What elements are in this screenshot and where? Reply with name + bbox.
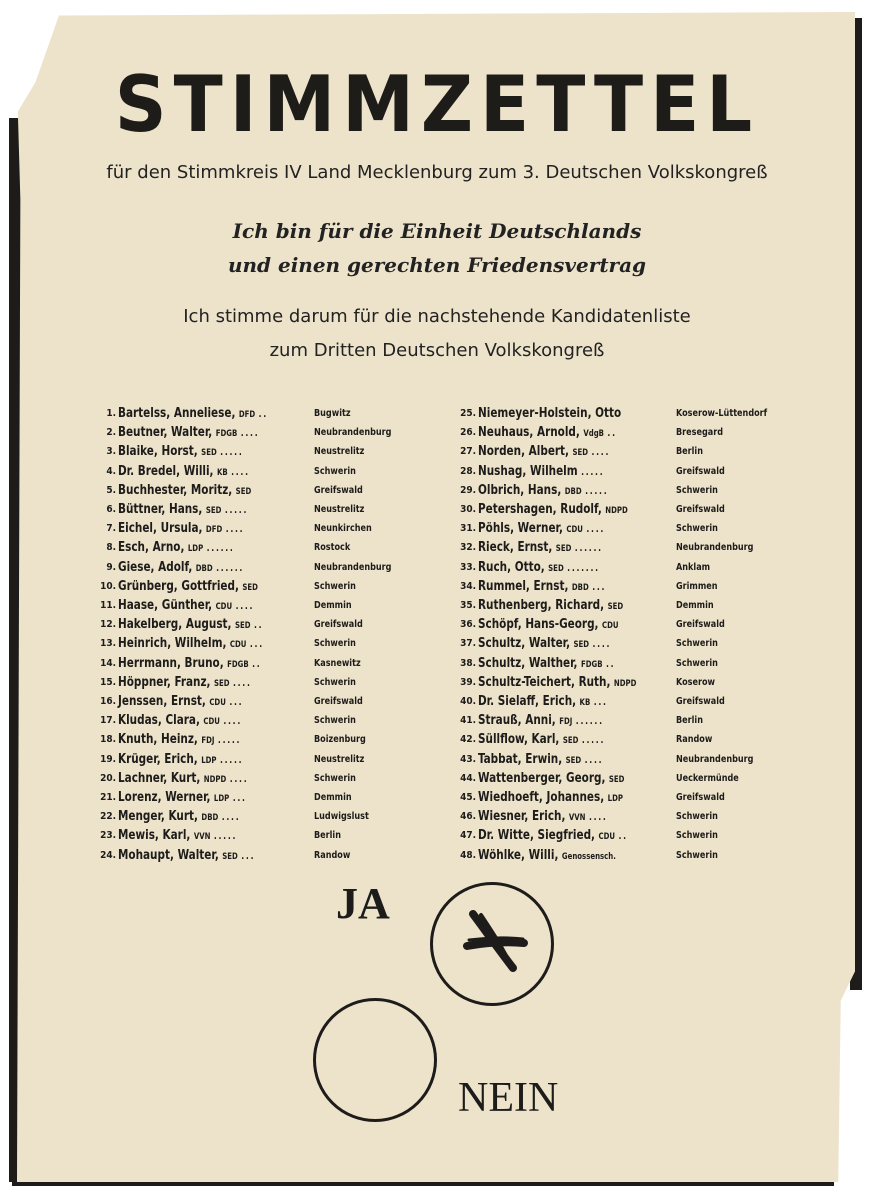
candidate-party: DBD [564, 486, 582, 497]
candidate-name: Lorenz, Werner, [118, 789, 211, 805]
candidate-name-group [478, 634, 611, 654]
candidate-name-group [118, 826, 237, 846]
candidate-number: 29. [460, 484, 476, 496]
candidate-number: 32. [460, 542, 476, 554]
candidate-name-group [478, 711, 604, 731]
candidate-place: Schwerin [676, 811, 718, 823]
candidate-party: FDGB [580, 659, 603, 670]
candidate-party: VdgB [583, 429, 604, 440]
candidate-place: Schwerin [676, 638, 718, 650]
candidate-name-group [478, 462, 604, 482]
candidate-name: Schultz, Walter, [478, 635, 571, 652]
candidate-name: Beutner, Walter, [118, 424, 213, 441]
leader-dots: ... [593, 697, 608, 708]
candidate-party: SED [608, 774, 625, 785]
candidate-number: 41. [460, 715, 476, 727]
candidate-place: Ludwigslust [314, 811, 369, 823]
leader-dots: .... [591, 447, 611, 459]
candidate-place: Bugwitz [314, 408, 351, 419]
candidate-place: Schwerin [314, 580, 356, 592]
candidate-name-group [118, 634, 264, 654]
vote-no-circle[interactable] [313, 998, 437, 1122]
candidate-number: 3. [106, 446, 116, 458]
candidate-name-group [118, 577, 258, 597]
candidate-name-group [478, 788, 623, 808]
candidate-name: Knuth, Heinz, [118, 731, 198, 748]
candidate-party: NDPD [605, 506, 628, 516]
candidate-place: Randow [314, 849, 351, 861]
leader-dots: .... [240, 428, 260, 440]
candidate-place: Schwerin [314, 772, 356, 784]
candidate-name: Olbrich, Hans, [478, 481, 562, 498]
candidate-number: 38. [460, 657, 476, 669]
candidate-name-group [478, 558, 600, 578]
candidate-place: Ueckermünde [676, 772, 739, 784]
candidate-name: Pöhls, Werner, [478, 520, 563, 537]
candidate-party: SED [565, 755, 582, 766]
candidate-name: Dr. Sielaff, Erich, [478, 693, 577, 709]
candidate-place: Neunkirchen [314, 523, 372, 535]
leader-dots: .... [584, 754, 604, 766]
candidate-place: Greifswald [676, 696, 725, 707]
candidate-name: Schöpf, Hans-Georg, [478, 616, 599, 633]
candidate-name: Grünberg, Gottfried, [118, 577, 239, 594]
candidate-name: Dr. Bredel, Willi, [118, 462, 214, 479]
leader-dots: .... [221, 812, 241, 824]
candidate-name: Bartelss, Anneliese, [118, 405, 236, 421]
leader-dots: ..... [219, 754, 244, 766]
candidate-name: Dr. Witte, Siegfried, [478, 827, 596, 844]
leader-dots: ... [241, 850, 256, 862]
candidate-name: Mewis, Karl, [118, 827, 191, 844]
candidate-name: Jenssen, Ernst, [118, 693, 206, 709]
leader-dots: .. [618, 831, 628, 843]
candidate-number: 28. [460, 465, 476, 477]
candidate-name-group [478, 769, 624, 789]
candidate-number: 23. [100, 830, 116, 842]
candidate-party: KB [579, 698, 591, 708]
candidate-name: Blaike, Horst, [118, 443, 198, 460]
candidate-number: 9. [106, 561, 116, 573]
candidate-name-group [478, 404, 621, 422]
candidate-number: 27. [460, 446, 476, 458]
candidate-number: 46. [460, 811, 476, 823]
candidate-name: Herrmann, Bruno, [118, 654, 224, 671]
candidate-name: Krüger, Erich, [118, 750, 198, 767]
candidate-number: 24. [100, 849, 116, 861]
candidate-number: 39. [460, 676, 476, 688]
candidate-party: LDP [187, 544, 204, 555]
candidate-number: 12. [100, 619, 116, 631]
leader-dots: .... [586, 524, 606, 536]
candidate-name-group [478, 423, 617, 443]
candidate-name: Süllflow, Karl, [478, 731, 560, 748]
candidate-name: Rummel, Ernst, [478, 577, 569, 594]
candidate-name-group [118, 711, 242, 731]
candidate-party: SED [562, 736, 579, 747]
leader-dots: ...... [206, 543, 235, 555]
candidate-name-group [478, 730, 605, 750]
candidate-party: SED [234, 621, 251, 632]
candidate-place: Schwerin [314, 465, 356, 477]
candidate-number: 13. [100, 638, 116, 650]
candidate-party: SED [572, 448, 589, 459]
candidate-party: CDU [598, 832, 616, 843]
candidate-party: SED [235, 486, 252, 497]
candidate-place: Schwerin [314, 638, 356, 650]
leader-dots: ..... [220, 447, 244, 459]
candidate-place: Neubrandenburg [676, 753, 754, 765]
candidate-name-group [478, 577, 606, 597]
candidate-number: 26. [460, 427, 476, 439]
candidate-number: 15. [100, 676, 116, 688]
candidate-name: Rieck, Ernst, [478, 539, 553, 556]
candidate-name: Esch, Arno, [118, 539, 185, 556]
candidate-number: 8. [106, 542, 116, 554]
cross-mark-icon [461, 910, 529, 972]
candidate-number: 4. [106, 465, 116, 477]
ballot-subtitle: für den Stimmkreis IV Land Mecklenburg zum 3. Deutschen Volkskongreß [106, 162, 768, 183]
candidate-name: Mohaupt, Walter, [118, 846, 219, 863]
candidate-name-group [118, 558, 244, 578]
motto-line-1: Ich bin für die Einheit Deutschlands [232, 219, 642, 243]
leader-dots: ..... [581, 735, 606, 747]
leader-dots: ... [249, 639, 264, 651]
candidate-place: Kasnewitz [314, 657, 361, 669]
candidate-name-group [118, 615, 263, 635]
candidate-party: CDU [566, 525, 583, 536]
candidate-party: CDU [215, 602, 233, 612]
candidate-name-group [118, 769, 248, 789]
candidate-party: SED [607, 602, 624, 612]
candidate-party: CDU [203, 717, 220, 728]
leader-dots: ... [232, 793, 247, 804]
candidate-place: Demmin [676, 600, 714, 611]
candidate-name-group [478, 673, 636, 693]
candidate-place: Neubrandenburg [314, 427, 392, 439]
candidate-name: Schultz, Walther, [478, 654, 578, 671]
candidate-place: Greifswald [676, 619, 725, 631]
leader-dots: .... [229, 773, 249, 785]
candidate-name-group [478, 538, 603, 558]
leader-dots: ..... [224, 505, 249, 516]
candidate-name-group [478, 596, 623, 616]
candidate-party: VVN [568, 813, 586, 824]
candidate-name: Haase, Günther, [118, 597, 213, 613]
candidate-party: SED [573, 640, 590, 651]
candidate-name: Giese, Adolf, [118, 558, 193, 575]
candidate-place: Anklam [676, 561, 711, 573]
candidate-place: Greifswald [676, 465, 725, 477]
candidate-party: CDU [229, 640, 247, 651]
candidate-place: Neustrelitz [314, 753, 365, 765]
candidate-number: 45. [460, 792, 476, 803]
candidate-place: Greifswald [314, 484, 363, 496]
candidate-place: Grimmen [676, 580, 718, 592]
leader-dots: .. [605, 658, 616, 670]
candidate-party: LDP [201, 755, 217, 766]
candidate-party: LDP [213, 794, 230, 804]
candidate-party: DBD [195, 563, 213, 574]
candidate-number: 42. [460, 734, 476, 746]
candidate-party: SED [201, 448, 217, 459]
candidate-name-group [118, 846, 255, 866]
candidate-name-group [478, 826, 628, 846]
candidate-number: 22. [100, 811, 116, 823]
candidate-name: Kludas, Clara, [118, 712, 200, 729]
candidate-party: NDPD [203, 774, 227, 785]
candidate-place: Greifswald [676, 792, 725, 803]
candidate-place: Schwerin [676, 830, 718, 842]
candidate-place: Greifswald [676, 504, 725, 515]
leader-dots: ..... [213, 831, 238, 843]
candidate-name-group [118, 807, 240, 827]
candidate-name: Strauß, Anni, [478, 712, 556, 729]
vote-no-label: NEIN [458, 1075, 559, 1121]
candidate-number: 2. [106, 427, 116, 439]
candidate-name-group [118, 423, 259, 443]
leader-dots: ....... [567, 562, 600, 574]
candidate-number: 25. [460, 408, 476, 419]
candidate-place: Koserow [676, 676, 716, 688]
candidate-name: Neuhaus, Arnold, [478, 424, 580, 441]
candidate-number: 1. [106, 408, 116, 419]
candidate-name-group [118, 462, 250, 482]
candidate-place: Greifswald [314, 619, 363, 631]
candidate-party: CDU [209, 698, 226, 708]
candidate-place: Schwerin [676, 657, 718, 669]
candidate-party: SED [213, 678, 230, 689]
candidate-name-group [118, 481, 251, 501]
candidate-place: Rostock [314, 542, 351, 554]
candidate-name-group [118, 538, 235, 558]
leader-dots: .. [252, 658, 262, 670]
candidate-party: SED [242, 582, 258, 593]
leader-dots: ..... [585, 485, 609, 497]
candidate-party: DFD [205, 525, 223, 536]
candidate-name-group [118, 596, 254, 616]
candidate-party: SED [548, 563, 564, 574]
candidate-party: Genossensch. [561, 851, 616, 862]
candidate-name: Wiesner, Erich, [478, 808, 566, 825]
candidate-name: Heinrich, Wilhelm, [118, 635, 227, 652]
candidate-place: Berlin [676, 446, 703, 458]
candidate-name: Norden, Albert, [478, 443, 570, 460]
leader-dots: .... [231, 466, 250, 478]
candidate-party: SED [222, 851, 238, 862]
candidate-number: 20. [100, 772, 116, 784]
candidate-place: Schwerin [676, 484, 718, 496]
leader-dots: .... [588, 812, 608, 824]
candidate-name-group [478, 654, 615, 674]
ballot-title: STIMMZETTEL [114, 58, 760, 150]
candidate-party: CDU [601, 621, 619, 632]
leader-dots: .... [235, 601, 255, 612]
candidate-name: Tabbat, Erwin, [478, 750, 563, 767]
candidate-party: SED [205, 506, 222, 516]
candidate-name: Lachner, Kurt, [118, 769, 201, 786]
candidate-place: Berlin [314, 830, 341, 842]
candidate-name-group [118, 442, 243, 462]
candidate-name-group [478, 500, 628, 520]
candidate-place: Schwerin [676, 849, 718, 861]
candidate-name: Nushag, Wilhelm [478, 462, 578, 479]
candidate-name: Petershagen, Rudolf, [478, 501, 602, 517]
candidate-number: 17. [100, 715, 116, 727]
candidate-number: 31. [460, 523, 476, 535]
candidate-number: 48. [460, 849, 476, 861]
candidate-name-group [118, 692, 243, 712]
leader-dots: .. [253, 620, 264, 632]
candidate-number: 11. [100, 600, 116, 611]
candidate-place: Neubrandenburg [676, 542, 754, 554]
candidate-place: Demmin [314, 792, 352, 803]
candidate-place: Bresegard [676, 427, 724, 439]
candidate-name: Wöhlke, Willi, [478, 846, 559, 863]
candidate-name-group [478, 807, 608, 827]
candidate-name: Hakelberg, August, [118, 616, 232, 633]
candidate-place: Schwerin [314, 715, 356, 727]
candidate-name-group [478, 846, 616, 866]
candidate-party: FDJ [559, 717, 573, 728]
candidate-name-group [118, 673, 252, 693]
leader-dots: ..... [217, 735, 242, 747]
motto-line-2: und einen gerechten Friedensvertrag [227, 253, 647, 277]
candidate-name: Menger, Kurt, [118, 808, 198, 825]
candidate-name: Eichel, Ursula, [118, 520, 203, 537]
candidate-party: SED [555, 544, 572, 555]
leader-dots: ..... [581, 466, 605, 478]
candidate-name: Buchhester, Moritz, [118, 481, 233, 498]
candidate-name: Niemeyer-Holstein, Otto [478, 405, 622, 421]
intro-line-1: Ich stimme darum für die nachstehende Kandidatenliste [183, 306, 691, 327]
candidate-number: 7. [106, 523, 116, 535]
leader-dots: .... [225, 524, 245, 536]
candidate-place: Schwerin [314, 676, 356, 688]
candidate-party: KB [216, 467, 228, 478]
candidate-party: FDGB [227, 659, 249, 670]
candidate-place: Neustrelitz [314, 446, 365, 458]
candidate-number: 44. [460, 772, 476, 784]
candidate-party: DBD [201, 813, 219, 824]
leader-dots: .... [223, 716, 242, 728]
leader-dots: .... [232, 677, 252, 689]
candidate-number: 19. [100, 753, 116, 765]
leader-dots: .. [607, 428, 617, 440]
candidate-place: Neubrandenburg [314, 561, 392, 573]
candidate-name: Ruch, Otto, [478, 558, 545, 575]
candidate-place: Berlin [676, 715, 703, 727]
candidate-number: 36. [460, 619, 476, 631]
candidate-name: Höppner, Franz, [118, 673, 211, 690]
leader-dots: .. [258, 409, 268, 420]
candidate-place: Koserow-Lüttendorf [676, 408, 768, 419]
candidate-number: 35. [460, 600, 476, 611]
candidate-number: 37. [460, 638, 476, 650]
candidate-party: DFD [238, 410, 256, 420]
candidate-party: FDJ [201, 736, 215, 747]
candidate-name-group [478, 750, 603, 770]
candidate-number: 6. [106, 504, 116, 515]
candidate-name-group [118, 519, 244, 539]
candidate-number: 14. [100, 657, 116, 669]
candidate-name-group [478, 519, 605, 539]
candidate-name-group [478, 442, 610, 462]
candidate-name: Wiedhoeft, Johannes, [478, 789, 605, 805]
candidate-number: 5. [106, 484, 116, 496]
candidate-name: Ruthenberg, Richard, [478, 597, 605, 613]
leader-dots: ... [229, 697, 244, 708]
candidate-name: Schultz-Teichert, Ruth, [478, 673, 611, 690]
candidate-number: 47. [460, 830, 476, 842]
leader-dots: ...... [575, 716, 604, 728]
candidate-place: Schwerin [676, 523, 718, 535]
candidate-number: 18. [100, 734, 116, 746]
leader-dots: ...... [574, 543, 603, 555]
candidate-number: 30. [460, 504, 476, 515]
candidate-place: Neustrelitz [314, 504, 365, 515]
leader-dots: ... [592, 581, 607, 593]
candidate-number: 16. [100, 696, 116, 707]
candidate-name-group [478, 481, 608, 501]
candidate-number: 40. [460, 696, 476, 707]
leader-dots: ...... [216, 562, 245, 574]
candidate-number: 21. [100, 792, 116, 803]
candidate-name-group [118, 750, 243, 770]
candidate-party: NDPD [613, 678, 637, 689]
candidate-place: Randow [676, 734, 713, 746]
candidate-place: Demmin [314, 600, 352, 611]
candidate-name-group [118, 730, 241, 750]
candidate-name-group [118, 404, 268, 424]
candidate-party: VVN [193, 832, 211, 843]
candidate-number: 33. [460, 561, 476, 573]
candidate-party: FDGB [215, 429, 238, 440]
candidate-name-group [118, 788, 247, 808]
candidate-number: 10. [100, 580, 116, 592]
candidate-name-group [478, 692, 608, 712]
candidate-number: 34. [460, 580, 476, 592]
candidate-place: Greifswald [314, 696, 363, 707]
vote-yes-label: JA [336, 879, 390, 928]
candidate-name-group [118, 654, 261, 674]
candidate-name: Büttner, Hans, [118, 501, 203, 517]
candidate-party: DBD [571, 582, 589, 593]
candidate-party: LDP [607, 794, 623, 804]
leader-dots: .... [592, 639, 612, 651]
candidate-place: Boizenburg [314, 734, 366, 746]
intro-line-2: zum Dritten Deutschen Volkskongreß [269, 340, 605, 361]
candidate-name-group [478, 615, 619, 635]
candidate-name-group [118, 500, 248, 520]
candidate-name: Wattenberger, Georg, [478, 769, 606, 786]
candidate-number: 43. [460, 753, 476, 765]
